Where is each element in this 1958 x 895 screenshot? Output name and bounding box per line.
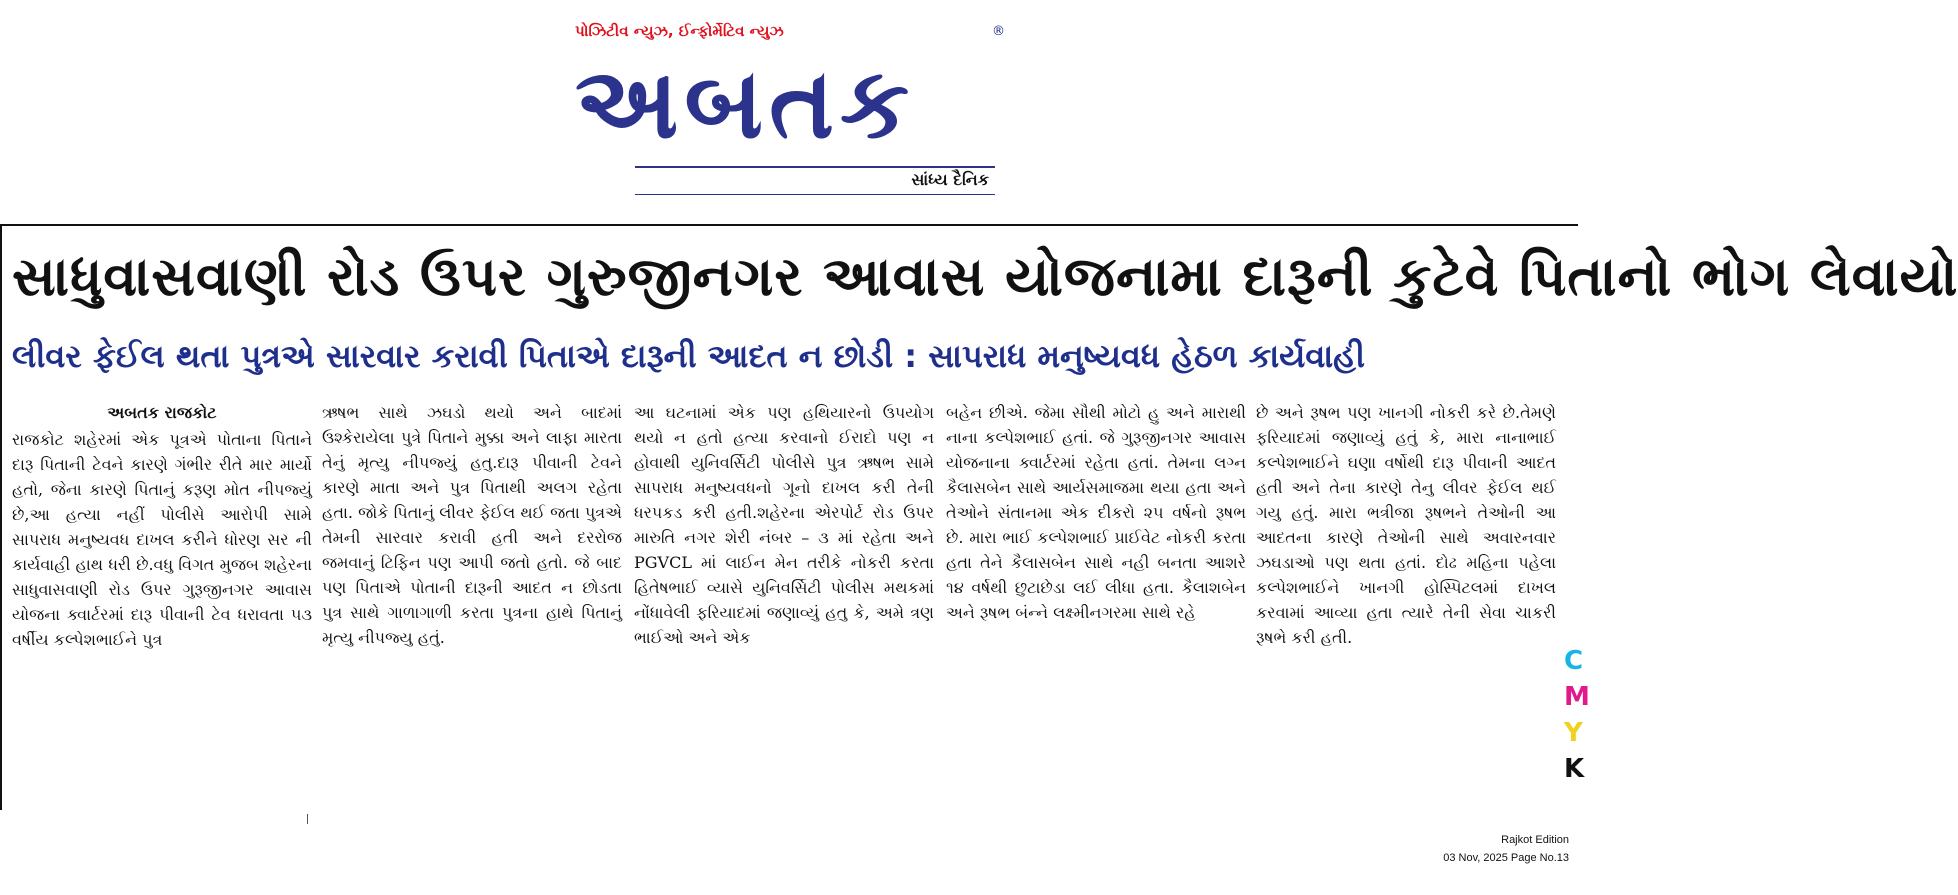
registered-mark: ® (992, 24, 1005, 39)
article-column-3 (634, 400, 934, 808)
article-subheadline: લીવર ફેઈલ થતા પુત્રએ સારવાર કરાવી પિતાએ દારૂની આદત ન છોડી : સાપરાધ મનુષ્યવધ હેઠળ કાર્યવાહી (12, 337, 1366, 375)
masthead-rule (635, 166, 995, 168)
article-body (12, 400, 1574, 808)
cmyk-mark-y: Y (1564, 718, 1583, 748)
article-column-1 (12, 400, 312, 808)
cmyk-mark-m: M (1564, 682, 1590, 712)
article-headline: સાધુવાસવાણી રોડ ઉપર ગુરુજીનગર આવાસ યોજનામા દારૂની કુટેવે પિતાનો ભોગ લેવાયો (12, 245, 1958, 308)
column-text: આ ઘટનામાં એક પણ હથિયારનો ઉપયોગ થયો ન હતો હત્યા કરવાનો ઈરાદો પણ ન હોવાથી યુનિવર્સિટી પોલીસે પુત્ર ઋષભ સામે સાપરાધ મનુષ્યવધનો ગૂનો દાખલ કરી તેની ધરપકડ કરી હતી.શહેરના એરપોર્ટ રોડ ઉપર મારુતિ નગર શેરી નંબર – ૩ માં રહેતા અને PGVCL માં લાઈન મેન તરીકે નોકરી કરતા હિતેષભાઈ વ્યાસે યુનિવર્સિટી પોલીસ મથકમાં નોંધાવેલી ફરિયાદમાં જણાવ્યું હતુ કે, અમે ત્રણ ભાઈઓ અને એક (634, 403, 934, 647)
cmyk-mark-k: K (1564, 754, 1585, 784)
column-text: છે અને રૂષભ પણ ખાનગી નોકરી કરે છે.તેમણે ફરિયાદમાં જણાવ્યું હતું કે, મારા નાનાભાઈ કલ્પેશભાઈને ઘણા વર્ષોથી દારૂ પીવાની આદત હતી અને તેના કારણે તેનુ લીવર ફેઈલ થઈ ગયુ હતું. મારા ભત્રીજા રૂષભને તેઓની આ આદતના કારણે તેઓની સાથે અવારનવાર ઝઘડાઓ પણ થતા હતાં. દોઢ મહિના પહેલા કલ્પેશભાઈને ખાનગી હોસ્પિટલમાં દાખલ કરવામાં આવ્યા હતા ત્યારે તેની સેવા ચાકરી રૂષભે કરી હતી. (1256, 403, 1556, 647)
article-column-5 (1256, 400, 1556, 808)
article-dateline: અબતક રાજકોટ (107, 403, 217, 422)
column-text: બહેન છીએ. જેમા સૌથી મોટો હુ અને મારાથી નાના કલ્પેશભાઈ હતાં. જે ગુરૂજીનગર આવાસ યોજનાના ક્વાર્ટરમાં રહેતા હતાં. તેમના લગ્ન કૈલાસબેન સાથે આર્યસમાજમા થયા હતા અને તેઓને સંતાનમા એક દીકરો ૨૫ વર્ષનો રૂષભ છે. મારા ભાઈ કલ્પેશભાઈ પ્રાઈવેટ નોકરી કરતા હતા તેને કૈલાસબેન સાથે નહી બનતા આશરે ૧૪ વર્ષથી છુટાછેડા લઈ લીધા હતા. કૈલાશબેન અને રૂષભ બંન્ને લક્ષ્મીનગરમા સાથે રહે (946, 403, 1246, 622)
masthead-rule-bottom (635, 194, 995, 195)
masthead (575, 18, 1015, 203)
column-text: ઋષભ સાથે ઝઘડો થયો અને બાદમાં ઉશ્કેરાયેલા પુત્રે પિતાને મુક્કા અને લાફા મારતા તેનું મૃત્યુ નીપજ્યું હતુ.દારૂ પીવાની ટેવને કારણે માતા અને પુત્ર પિતાથી અલગ રહેતા હતા. જોકે પિતાનું લીવર ફેઈલ થઈ જતા પુત્રએ તેમની સારવાર કરાવી હતી અને દરરોજ જમવાનું ટિફિન પણ આપી જતો હતો. જે બાદ પણ પિતાએ પોતાની દારૂની આદત ન છોડતા પુત્ર સાથે ગાળાગાળી કરતા પુત્રના હાથે પિતાનું મૃત્યુ નીપજ્યુ હતું. (322, 403, 622, 647)
masthead-subtitle: સાંધ્ય દૈનિક (911, 170, 989, 189)
article-column-4 (946, 400, 1246, 808)
logo-text: અબતક (575, 47, 916, 161)
column-text: રાજકોટ શહેરમાં એક પૂત્રએ પોતાના પિતાને દારૂ પિતાની ટેવને કારણે ગંભીર રીતે માર માર્યો હતો, જેના કારણે પિતાનું કરૂણ મોત નીપજ્યું છે,આ હત્યા નહીં પોલીસે આરોપી સામે સાપરાધ મનુષ્યવધ દાખલ કરીને ધોરણ સર ની કાર્યવાહી હાથ ધરી છે.વધુ વિગત મુજબ શહેરના સાધુવાસવાણી રોડ ઉપર ગુરૂજીનગર આવાસ યોજના ક્વાર્ટરમાં દારૂ પીવાની ટેવ ધરાવતા ૫૩ વર્ષીય કલ્પેશભાઈને પુત્ર (12, 430, 312, 649)
edition-label: Rajkot Edition (1501, 834, 1569, 846)
article-column-2 (322, 400, 622, 808)
newspaper-logo (575, 47, 1005, 161)
masthead-tagline: પોઝિટીવ ન્યુઝ, ઈન્ફોર્મેટિવ ન્યુઝ (575, 22, 784, 40)
crop-tick (307, 814, 308, 824)
cmyk-mark-c: C (1564, 646, 1584, 676)
page-date-number: 03 Nov, 2025 Page No.13 (1443, 852, 1569, 864)
